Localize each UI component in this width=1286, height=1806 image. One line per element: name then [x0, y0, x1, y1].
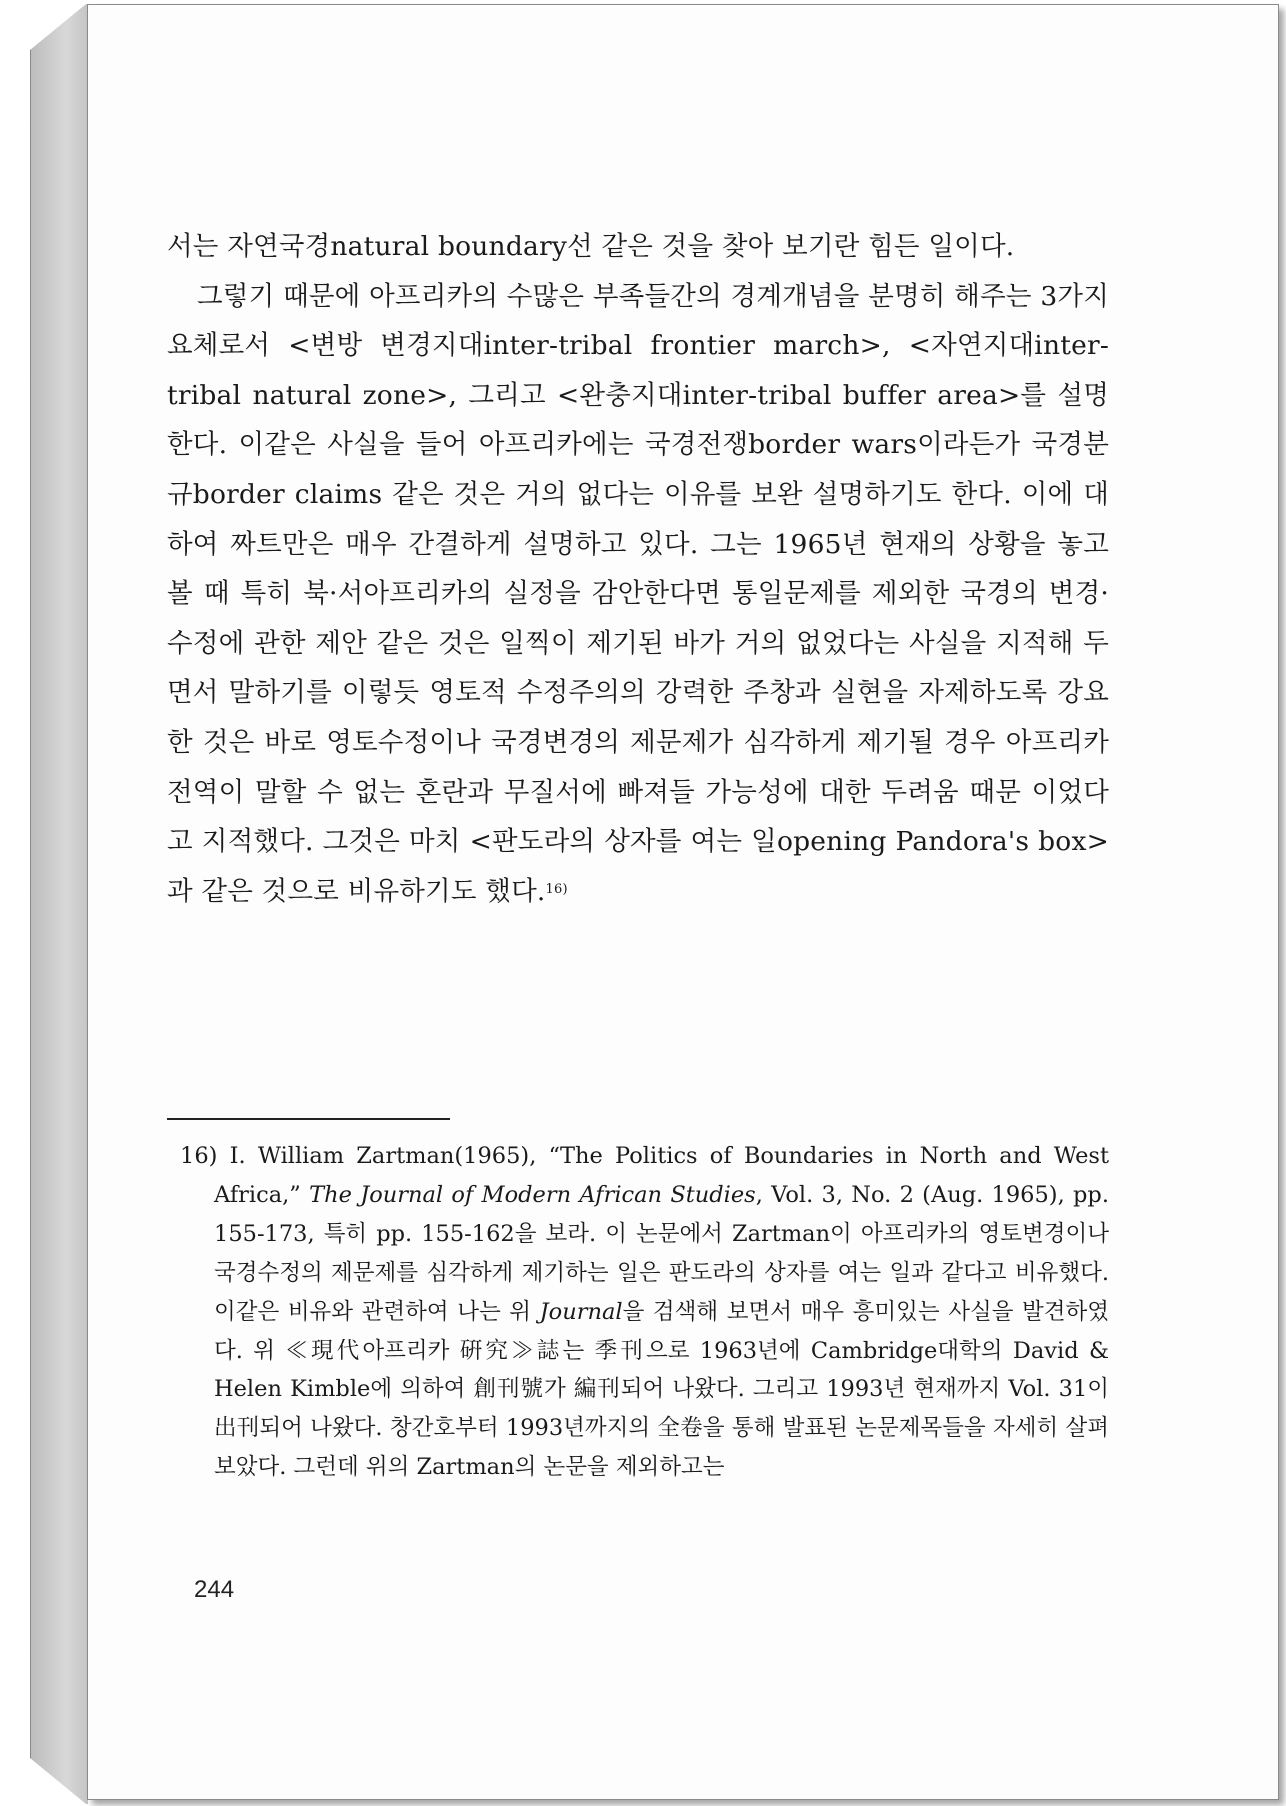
footnote-text: 을 검색해 보면서 매우 흥미있는 사실을 발견하였다. 위 ≪現代아프리카 硏究≫誌는 季刊으로 1963년에 Cambridge대학의 David & Helen Kimble에 의하여 創刊號가 編刊되어 나왔다. 그리고 1993년 현재까지 Vol. 31이 出刊되어 나왔다. 창간호부터 1993년까지의 全卷을 통해 발표된 논문제목들을 자세히 살펴보았다. 그런데 위의 Zartman의 논문을 제외하고는 — [214, 1298, 1109, 1481]
footnote-divider — [167, 1118, 450, 1120]
footnote-journal-short: Journal — [539, 1298, 623, 1325]
footnote-journal-title: The Journal of Modern African Studies — [309, 1181, 756, 1208]
footnote-citation-details: , Vol. 3, No. 2 (Aug. 1965), pp. 155-173, 특히 pp. 155-162을 보라. 이 논문에서 Zartman이 아프리카의 영토변경이나 국경수정의 제문제를 심각하게 제기하는 일은 판도라의 상자를 여는 일과 같다고 비유했다. 이같은 비유와 관련하여 나는 위 — [214, 1181, 1109, 1325]
book-spine — [30, 4, 89, 1804]
paragraph-2 — [167, 272, 1109, 917]
footnote-citation: I. William Zartman(1965), “The Politics of Boundaries in North and West Africa,” — [214, 1143, 1109, 1208]
paragraph-1: 서는 자연국경natural boundary선 같은 것을 찾아 보기란 힘든 일이다. — [167, 231, 1015, 262]
paragraph-2-text: 그렇기 때문에 아프리카의 수많은 부족들간의 경계개념을 분명히 해주는 3가지 요체로서 <변방 변경지대inter-tribal frontier march>, <자연지대inter-tribal natural zone>, 그리고 <완충지대inter-tribal buffer area>를 설명한다. 이같은 사실을 들어 아프리카에는 국경전쟁border wars이라든가 국경분규border claims 같은 것은 거의 없다는 이유를 보완 설명하기도 한다. 이에 대하여 짜트만은 매우 간결하게 설명하고 있다. 그는 1965년 현재의 상황을 놓고 볼 때 특히 북·서아프리카의 실정을 감안한다면 통일문제를 제외한 국경의 변경·수정에 관한 제안 같은 것은 일찍이 제기된 바가 거의 없었다는 사실을 지적해 두면서 말하기를 이렇듯 영토적 수정주의의 강력한 주창과 실현을 자제하도록 강요한 것은 바로 영토수정이나 국경변경의 제문제가 심각하게 제기될 경우 아프리카 전역이 말할 수 없는 혼란과 무질서에 빠져들 가능성에 대한 두려움 때문 이었다고 지적했다. 그것은 마치 <판도라의 상자를 여는 일opening Pandora's box>과 같은 것으로 비유하기도 했다. — [167, 280, 1109, 907]
body-text — [167, 222, 1109, 916]
page-number: 244 — [194, 1576, 235, 1603]
footnote-16 — [180, 1137, 1109, 1487]
footnote-number: 16) — [180, 1143, 218, 1169]
footnote-reference: 16) — [545, 881, 568, 897]
